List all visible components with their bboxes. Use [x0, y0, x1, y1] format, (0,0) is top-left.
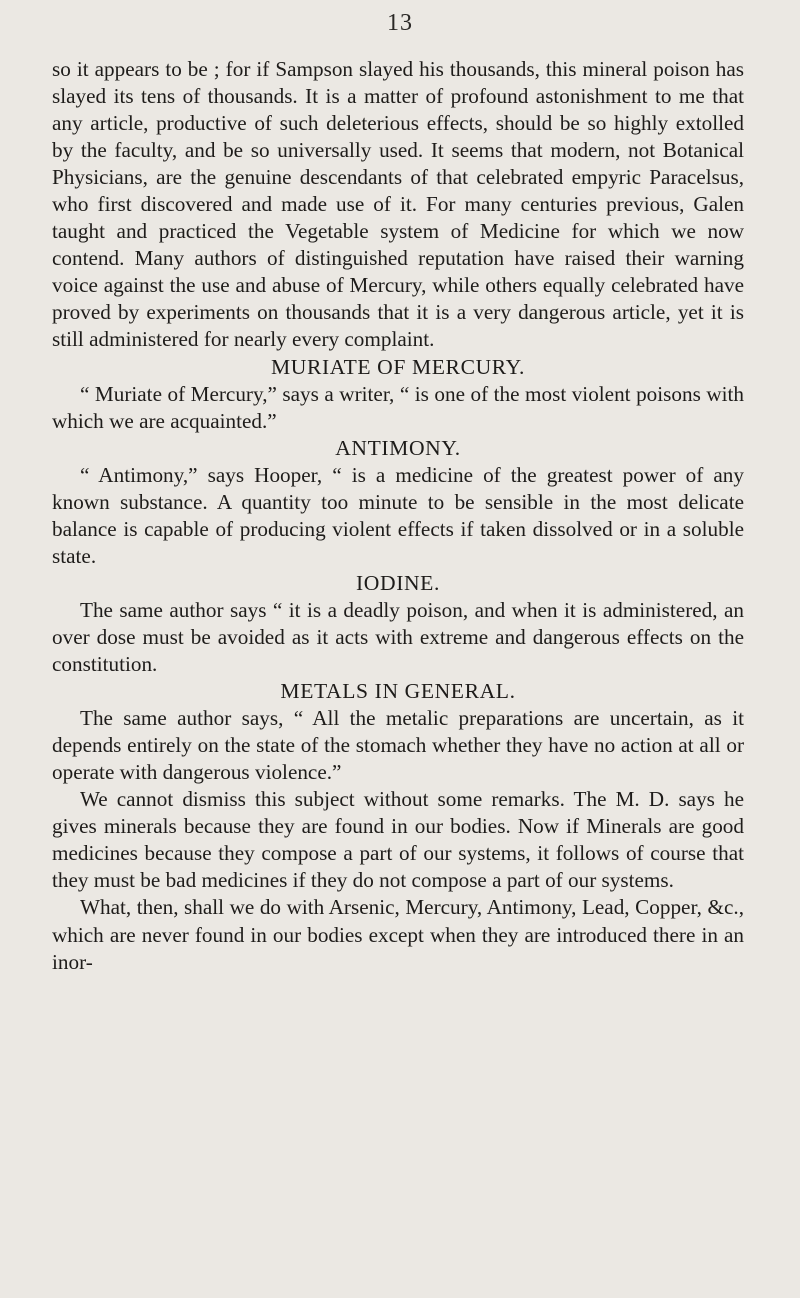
page-body — [52, 56, 744, 976]
intro-paragraph: so it appears to be ; for if Sampson slayed his thousands, this mineral poison has slayed its tens of thousands. It is a matter of profound astonishment to me that any article, productive of such deleterious effects, should be so highly extolled by the faculty, and be so universally used. It seems that modern, not Botanical Physicians, are the genuine descendants of that celebrated empyric Paracelsus, who first discovered and made use of it. For many centuries previous, Galen taught and practiced the Vegetable system of Medicine for which we now contend. Many authors of distinguished reputation have raised their warning voice against the use and abuse of Mercury, while others equally celebrated have proved by experiments on thousands that it is a very dangerous article, yet it is still administered for nearly every complaint. — [52, 57, 744, 352]
section-heading-iodine: IODINE. — [356, 570, 440, 595]
antimony-paragraph: “ Antimony,” says Hooper, “ is a medicine of the greatest power of any known substance. A quantity too minute to be sensible in the most delicate balance is capable of producing violent effects if taken dissolved or in a soluble state. — [52, 462, 744, 568]
section-heading-metals-in-general: METALS IN GENERAL. — [280, 679, 516, 704]
iodine-paragraph: The same author says “ it is a deadly poison, and when it is administered, an over dose must be avoided as it acts with extreme and dangerous effects on the constitution. — [52, 597, 744, 677]
muriate-of-mercury-paragraph: “ Muriate of Mercury,” says a writer, “ is one of the most violent poisons with which we are acquainted.” — [52, 381, 744, 433]
metals-in-general-paragraph: The same author says, “ All the metalic preparations are uncertain, as it depends entirely on the state of the stomach whether they have no action at all or operate with dangerous violence.” — [52, 706, 744, 785]
closing-paragraph: What, then, shall we do with Arsenic, Mercury, Antimony, Lead, Copper, &c., which are never found in our bodies except when they are introduced there in an inor- — [52, 895, 744, 974]
remarks-paragraph: We cannot dismiss this subject without some remarks. The M. D. says he gives minerals because they are found in our bodies. Now if Minerals are good medicines because they compose a part of our systems, it follows of course that they must be bad medicines if they do not compose a part of our systems. — [52, 787, 744, 893]
page-number: 13 — [387, 10, 413, 36]
section-heading-antimony: ANTIMONY. — [335, 435, 461, 460]
section-heading-muriate-of-mercury: MURIATE OF MERCURY. — [271, 354, 525, 379]
